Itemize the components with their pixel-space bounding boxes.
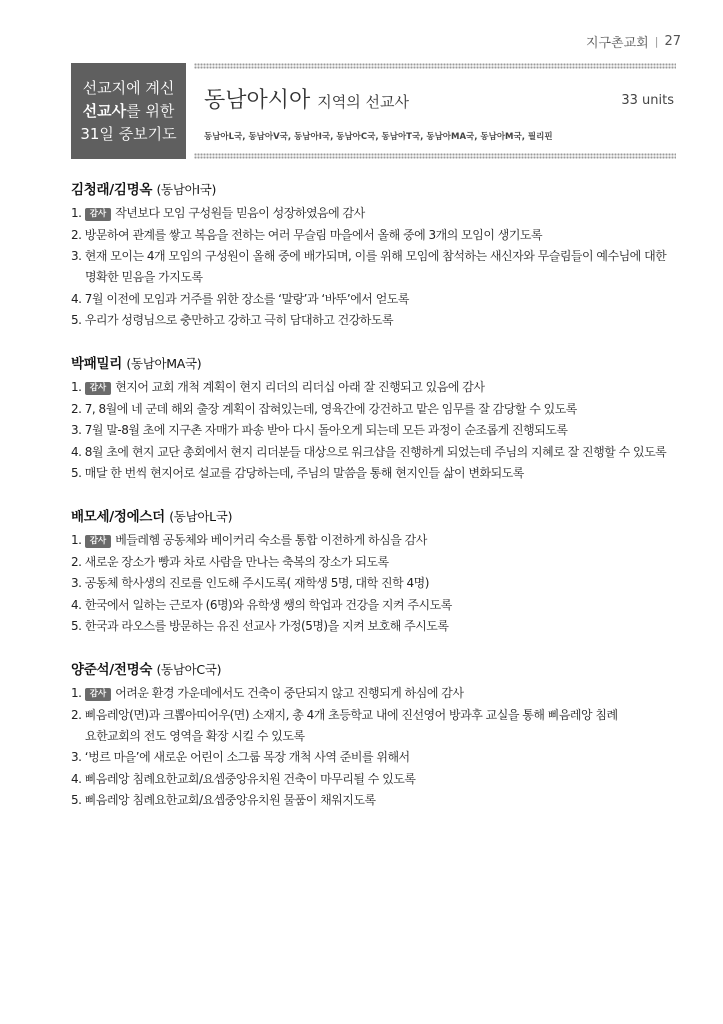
prayer-item <box>71 771 677 787</box>
banner-line-2-rest: 를 위한 <box>126 101 175 120</box>
banner-line-1: 선교지에 계신 <box>82 78 175 97</box>
banner-line-3: 31일 중보기도 <box>80 124 177 143</box>
item-text: 매달 한 번씩 현지어로 설교를 감당하는데, 주님의 말씀을 통해 현지인들 삶이 변화되도록 <box>84 466 524 480</box>
item-number: 4. <box>71 597 82 612</box>
item-number: 4. <box>71 444 82 459</box>
item-number: 1. <box>71 533 82 547</box>
item-text: 어려운 환경 가운데에서도 건축이 중단되지 않고 진행되게 하심에 감사 <box>115 686 464 700</box>
missionary-region: (동남아MA국) <box>126 356 202 371</box>
units-count: 33 units <box>621 93 674 108</box>
item-number: 5. <box>71 619 82 633</box>
item-text-continued: 명확한 믿음을 가지도록 <box>85 270 203 284</box>
item-number: 2. <box>71 554 82 569</box>
prayer-item <box>71 707 677 744</box>
item-number: 3. <box>71 576 82 590</box>
item-number: 1. <box>71 686 82 700</box>
item-text: 7월 이전에 모임과 거주를 위한 장소를 ‘말랑’과 ‘바뚜’에서 얻도록 <box>84 291 409 306</box>
missionary-region: (동남아I국) <box>156 182 217 197</box>
page-number: 27 <box>664 34 681 49</box>
prayer-item <box>71 312 677 328</box>
missionary-name: 양준석/전명숙 <box>71 662 153 678</box>
item-text-continued: 요한교회의 전도 영역을 확장 시킬 수 있도록 <box>85 728 305 743</box>
missionary-name: 배모세/정에스더 <box>71 509 165 525</box>
item-number: 4. <box>71 771 82 786</box>
item-number: 5. <box>71 466 82 480</box>
item-text: 삐음레앙 침례요한교회/요셉중앙유치원 건축이 마무리될 수 있도록 <box>84 771 416 786</box>
dotted-rule-bottom <box>194 153 676 159</box>
item-text: 새로운 장소가 빵과 차로 사람을 만나는 축복의 장소가 되도록 <box>84 554 389 569</box>
banner-line-2-bold: 선교사 <box>82 101 127 120</box>
banner-right <box>194 63 676 159</box>
item-text: 8월 초에 현지 교단 총회에서 현지 리더분들 대상으로 워크샵을 진행하게 되었는데 주님의 지혜로 잘 진행할 수 있도록 <box>84 444 667 459</box>
country-list: 동남아L국, 동남아V국, 동남아I국, 동남아C국, 동남아T국, 동남아MA국, 동남아M국, 필리핀 <box>204 132 553 142</box>
prayer-item <box>71 401 677 417</box>
header-separator: | <box>654 35 659 48</box>
item-number: 4. <box>71 291 82 306</box>
item-number: 3. <box>71 750 82 764</box>
item-text: 삐음레앙(면)과 크뽑아띠어우(면) 소재지, 총 4개 초등학교 내에 진선영어 방과후 교실을 통해 삐음레앙 침례 <box>84 707 618 722</box>
region-name: 동남아시아 <box>204 88 311 113</box>
missionary-name-line <box>71 505 677 525</box>
item-text: 현지어 교회 개척 계획이 현지 리더의 리더십 아래 잘 진행되고 있음에 감사 <box>115 380 485 394</box>
item-number: 2. <box>71 227 82 242</box>
region-title <box>204 83 409 114</box>
item-text: 7월 말-8월 초에 지구촌 자매가 파송 받아 다시 돌아오게 되는데 모든 과정이 순조롭게 진행되도록 <box>84 423 568 437</box>
prayer-item <box>71 422 677 438</box>
item-number: 5. <box>71 793 82 807</box>
prayer-item <box>71 554 677 570</box>
item-number: 2. <box>71 401 82 416</box>
item-text: 현재 모이는 4개 모임의 구성원이 올해 중에 배가되며, 이를 위해 모임에 참석하는 새신자와 무슬림들이 예수님에 대한 <box>84 249 667 263</box>
missionary-section <box>71 178 677 328</box>
missionary-name-line <box>71 658 677 678</box>
item-text: 한국에서 일하는 근로자 (6명)와 유학생 쌩의 학업과 건강을 지켜 주시도록 <box>84 597 452 612</box>
prayer-item <box>71 465 677 481</box>
prayer-item <box>71 205 677 221</box>
item-text: 공동체 학사생의 진로를 인도해 주시도록( 재학생 5명, 대학 진학 4명) <box>84 576 429 590</box>
thanks-badge: 감사 <box>85 535 111 548</box>
missionary-name-line <box>71 352 677 372</box>
item-text: 7, 8월에 네 군데 해외 출장 계획이 잡혀있는데, 영육간에 강건하고 맡은 임무를 잘 감당할 수 있도록 <box>84 401 577 416</box>
prayer-item <box>71 227 677 243</box>
missionary-name: 박패밀리 <box>71 356 122 372</box>
missionary-name: 김청래/김명옥 <box>71 182 153 198</box>
region-subtitle: 지역의 선교사 <box>317 93 409 111</box>
prayer-item <box>71 618 677 634</box>
item-number: 2. <box>71 707 82 722</box>
prayer-item <box>71 749 677 765</box>
missionary-section <box>71 505 677 634</box>
missionary-section <box>71 658 677 808</box>
prayer-item <box>71 575 677 591</box>
missionary-region: (동남아C국) <box>156 662 222 677</box>
page-header <box>586 32 681 51</box>
banner-line-2 <box>71 100 186 123</box>
item-text: 삐음레앙 침례요한교회/요셉중앙유치원 물품이 채워지도록 <box>84 793 376 807</box>
prayer-item <box>71 248 677 285</box>
prayer-content <box>71 178 677 832</box>
dotted-rule-top <box>194 63 676 69</box>
prayer-item <box>71 444 677 460</box>
missionary-section <box>71 352 677 481</box>
thanks-badge: 감사 <box>85 688 111 701</box>
thanks-badge: 감사 <box>85 382 111 395</box>
prayer-item <box>71 685 677 701</box>
prayer-item <box>71 379 677 395</box>
item-text: 한국과 라오스를 방문하는 유진 선교사 가정(5명)을 지켜 보호해 주시도록 <box>84 619 449 633</box>
prayer-item <box>71 597 677 613</box>
prayer-item <box>71 532 677 548</box>
item-text: 우리가 성령님으로 충만하고 강하고 극히 담대하고 건강하도록 <box>84 313 394 327</box>
item-text: 방문하여 관계를 쌓고 복음을 전하는 여러 무슬림 마을에서 올해 중에 3개의 모임이 생기도록 <box>84 227 543 242</box>
church-name: 지구촌교회 <box>585 36 649 51</box>
item-number: 3. <box>71 423 82 437</box>
item-number: 1. <box>71 380 82 394</box>
missionary-name-line <box>71 178 677 198</box>
item-text: ‘벙르 마을’에 새로운 어린이 소그룹 목장 개척 사역 준비를 위해서 <box>84 750 410 764</box>
item-text: 베들레헴 공동체와 베이커리 숙소를 통합 이전하게 하심을 감사 <box>115 533 427 547</box>
item-number: 1. <box>71 206 82 220</box>
prayer-item <box>71 291 677 307</box>
item-text: 작년보다 모임 구성원들 믿음이 성장하였음에 감사 <box>115 206 365 220</box>
banner-left-box <box>71 63 186 159</box>
thanks-badge: 감사 <box>85 208 111 221</box>
prayer-item <box>71 792 677 808</box>
missionary-region: (동남아L국) <box>169 509 233 524</box>
item-number: 3. <box>71 249 82 263</box>
item-number: 5. <box>71 313 82 327</box>
